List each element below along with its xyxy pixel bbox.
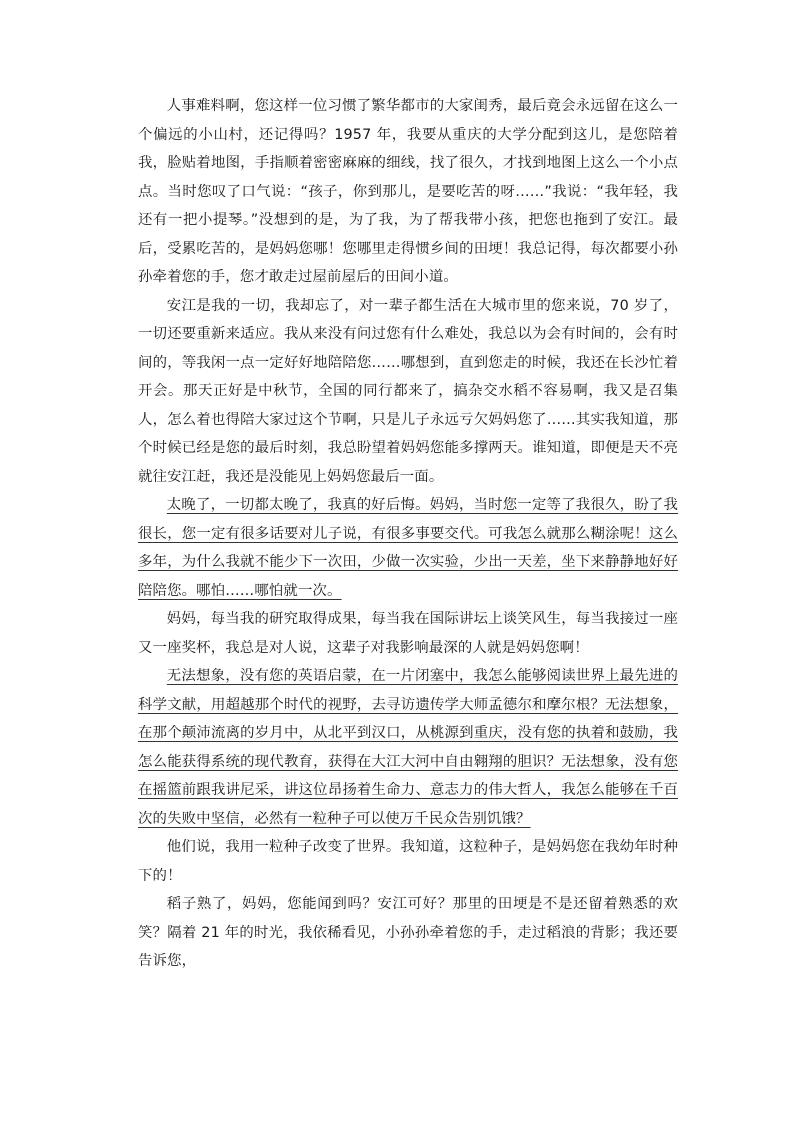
- paragraph-1: 人事难料啊，您这样一位习惯了繁华都市的大家闺秀，最后竟会永远留在这么一个偏远的小山村，还记得吗？1957 年，我要从重庆的大学分配到这儿，是您陪着我，脸贴着地图，手指顺着密密麻麻的细线，找了很久，才找到地图上这么一个小点点。当时您叹了口气说：“孩子，你到那儿，是要吃苦的呀……”我说：“我年轻，我还有一把小提琴。”没想到的是，为了我，为了帮我带小孩，把您也拖到了安江。最后，受累吃苦的，是妈妈您哪！您哪里走得惯乡间的田埂！我总记得，每次都要小孙孙牵着您的手，您才敢走过屋前屋后的田间小道。: [138, 98, 678, 285]
- article-body: [138, 92, 678, 976]
- paragraph-3-underlined: 太晚了，一切都太晚了，我真的好后悔。妈妈，当时您一定等了我很久，盼了我很长，您一定有很多话要对儿子说，有很多事要交代。可我怎么就那么糊涂呢！这么多年，为什么我就不能少下一次田，少做一次实验，少出一天差，坐下来静静地好好陪陪您。哪怕……哪怕就一次。: [138, 497, 678, 599]
- paragraph-2: 安江是我的一切，我却忘了，对一辈子都生活在大城市里的您来说，70 岁了，一切还要重新来适应。我从来没有问过您有什么难处，我总以为会有时间的，会有时间的，等我闲一点一定好好地陪陪您……哪想到，直到您走的时候，我还在长沙忙着开会。那天正好是中秋节，全国的同行都来了，搞杂交水稻不容易啊，我又是召集人，怎么着也得陪大家过这个节啊，只是儿子永远亏欠妈妈您了……其实我知道，那个时候已经是您的最后时刻，我总盼望着妈妈您能多撑两天。谁知道，即便是天不亮就往安江赶，我还是没能见上妈妈您最后一面。: [138, 297, 678, 485]
- paragraph-6: 他们说，我用一粒种子改变了世界。我知道，这粒种子，是妈妈您在我幼年时种下的！: [138, 839, 678, 884]
- paragraph-5-underlined: 无法想象，没有您的英语启蒙，在一片闭塞中，我怎么能够阅读世界上最先进的科学文献，用超越那个时代的视野，去寻访遗传学大师孟德尔和摩尔根？无法想象，在那个颠沛流离的岁月中，从北平到汉口，从桃源到重庆，没有您的执着和鼓励，我怎么能获得系统的现代教育，获得在大江大河中自由翱翔的胆识？无法想象，没有您在摇篮前跟我讲尼采，讲这位昂扬着生命力、意志力的伟大哲人，我怎么能够在千百次的失败中坚信，必然有一粒种子可以使万千民众告别饥饿？: [138, 668, 678, 827]
- paragraph-4: 妈妈，每当我的研究取得成果，每当我在国际讲坛上谈笑风生，每当我接过一座又一座奖杯，我总是对人说，这辈子对我影响最深的人就是妈妈您啊！: [138, 611, 678, 656]
- paragraph-7: 稻子熟了，妈妈，您能闻到吗？安江可好？那里的田埂是不是还留着熟悉的欢笑？隔着 21 年的时光，我依稀看见，小孙孙牵着您的手，走过稻浪的背影；我还要告诉您，: [138, 896, 678, 969]
